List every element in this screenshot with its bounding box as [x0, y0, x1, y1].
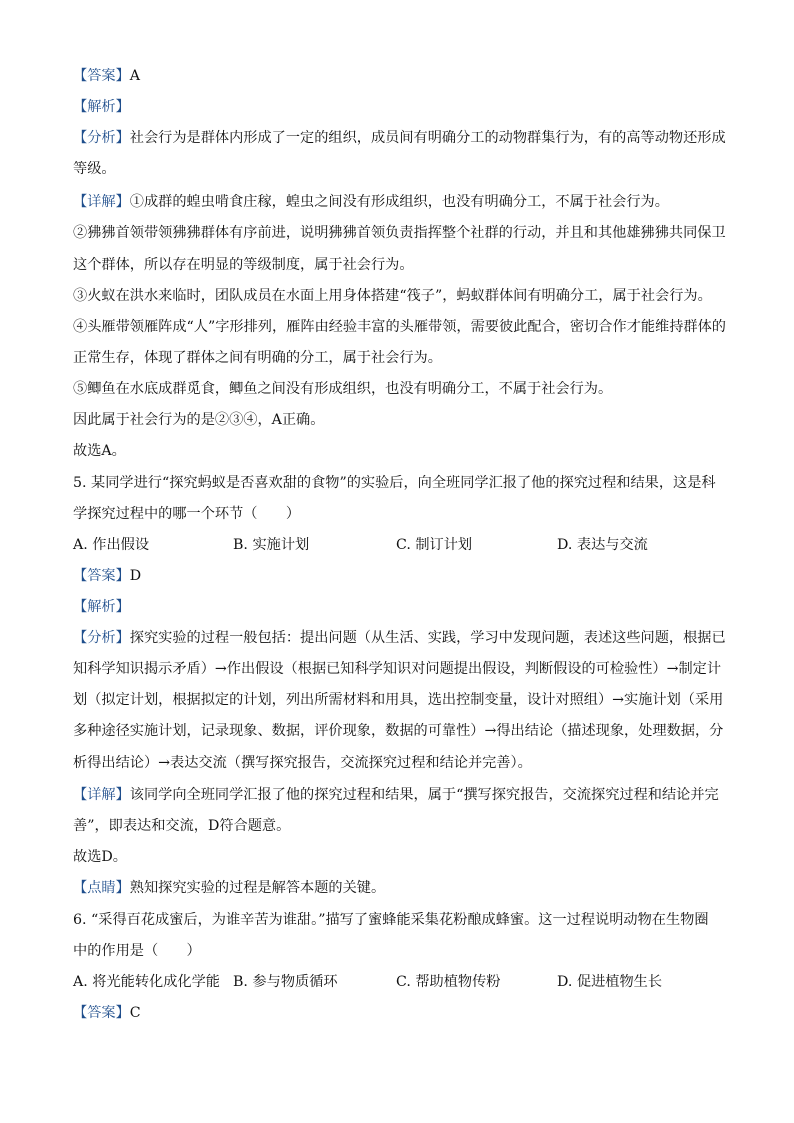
text-line — [73, 159, 723, 179]
text-line — [73, 379, 723, 399]
line-text: 故选A。 — [73, 443, 126, 459]
text-line — [73, 286, 723, 306]
answer-option: A. 将光能转化成化学能 — [73, 974, 220, 990]
text-line — [73, 66, 723, 86]
line-text: 社会行为是群体内形成了一定的组织，成员间有明确分工的动物群集行为，有的高等动物还形成 — [129, 130, 726, 146]
text-line — [73, 816, 723, 836]
answer-option: A. 作出假设 — [73, 537, 150, 553]
section-tag: 【点睛】 — [73, 880, 130, 896]
section-tag: 【详解】 — [73, 787, 130, 803]
text-line — [73, 721, 723, 741]
text-line — [73, 690, 723, 710]
text-line — [73, 410, 723, 430]
answer-option: C. 帮助植物传粉 — [396, 974, 501, 990]
text-line — [73, 317, 726, 337]
line-text: 划（拟定计划，根据拟定的计划，列出所需材料和用具，选出控制变量，设计对照组）→实施计划（采用 — [73, 692, 724, 708]
answer-option: D. 表达与交流 — [557, 537, 648, 553]
line-text: 等级。 — [73, 161, 116, 177]
text-line — [73, 659, 723, 679]
text-line — [73, 566, 723, 586]
section-tag: 【答案】 — [73, 1005, 130, 1021]
answer-option: B. 实施计划 — [233, 537, 310, 553]
line-text: 知科学知识揭示矛盾）→作出假设（根据已知科学知识对问题提出假设，判断假设的可检验性）→制定计 — [73, 661, 722, 677]
text-line — [73, 1003, 723, 1023]
line-text: 学探究过程中的哪一个环节（ ） — [73, 506, 301, 522]
line-text: 该同学向全班同学汇报了他的探究过程和结果，属于“撰写探究报告，交流探究过程和结论并完 — [129, 787, 719, 803]
text-line — [73, 128, 726, 148]
text-line — [73, 192, 723, 212]
line-text: C — [129, 1005, 141, 1021]
text-line — [73, 628, 726, 648]
section-tag: 【解析】 — [73, 99, 130, 115]
line-text: 这个群体，所以存在明显的等级制度，属于社会行为。 — [73, 257, 414, 273]
line-text: 中的作用是（ ） — [73, 943, 201, 959]
text-line — [73, 878, 723, 898]
line-text: ⑤鲫鱼在水底成群觅食，鲫鱼之间没有形成组织，也没有明确分工，不属于社会行为。 — [73, 381, 613, 397]
line-text: D — [129, 568, 142, 584]
section-tag: 【答案】 — [73, 68, 130, 84]
text-line — [73, 785, 723, 805]
line-text: 因此属于社会行为的是②③④，A正确。 — [73, 412, 325, 428]
text-line — [73, 910, 723, 930]
line-text: 多种途径实施计划，记录现象、数据，评价现象，数据的可靠性）→得出结论（描述现象，处理数据，分 — [73, 723, 724, 739]
text-line — [73, 97, 723, 117]
line-text: 6. “采得百花成蜜后，为谁辛苦为谁甜。”描写了蜜蜂能采集花粉酿成蜂蜜。这一过程说明动物在生物圈 — [73, 912, 709, 928]
section-tag: 【详解】 — [73, 194, 130, 210]
text-line — [73, 348, 723, 368]
line-text: ②狒狒首领带领狒狒群体有序前进，说明狒狒首领负责指挥整个社群的行动，并且和其他雄狒狒共同保卫 — [73, 225, 726, 241]
section-tag: 【分析】 — [73, 630, 130, 646]
text-line — [73, 753, 723, 773]
text-line — [73, 847, 723, 867]
line-text: ④头雁带领雁阵成“人”字形排列，雁阵由经验丰富的头雁带领，需要彼此配合，密切合作才能维持群体的 — [73, 319, 726, 335]
line-text: 故选D。 — [73, 849, 127, 865]
section-tag: 【解析】 — [73, 599, 130, 615]
answer-option: D. 促进植物生长 — [557, 974, 663, 990]
line-text: A — [129, 68, 141, 84]
line-text: 探究实验的过程一般包括：提出问题（从生活、实践，学习中发现问题，表述这些问题，根据已 — [129, 630, 726, 646]
text-line — [73, 504, 723, 524]
line-text: 析得出结论）→表达交流（撰写探究报告，交流探究过程和结论并完善）。 — [73, 755, 532, 771]
line-text: 熟知探究实验的过程是解答本题的关键。 — [129, 880, 386, 896]
line-text: ①成群的蝗虫啃食庄稼，蝗虫之间没有形成组织，也没有明确分工，不属于社会行为。 — [129, 194, 669, 210]
line-text: 5. 某同学进行“探究蚂蚁是否喜欢甜的食物”的实验后，向全班同学汇报了他的探究过程和结果，这是科 — [73, 475, 716, 491]
text-line — [73, 255, 723, 275]
text-line — [73, 223, 726, 243]
section-tag: 【答案】 — [73, 568, 130, 584]
text-line — [73, 441, 723, 461]
line-text: ③火蚁在洪水来临时，团队成员在水面上用身体搭建“筏子”，蚂蚁群体间有明确分工，属于社会行为。 — [73, 288, 712, 304]
text-line — [73, 941, 723, 961]
line-text: 善”，即表达和交流，D符合题意。 — [73, 818, 291, 834]
section-tag: 【分析】 — [73, 130, 130, 146]
text-line — [73, 597, 723, 617]
text-line — [73, 473, 723, 493]
answer-option: C. 制订计划 — [396, 537, 473, 553]
line-text: 正常生存，体现了群体之间有明确的分工，属于社会行为。 — [73, 350, 442, 366]
answer-option: B. 参与物质循环 — [233, 974, 338, 990]
